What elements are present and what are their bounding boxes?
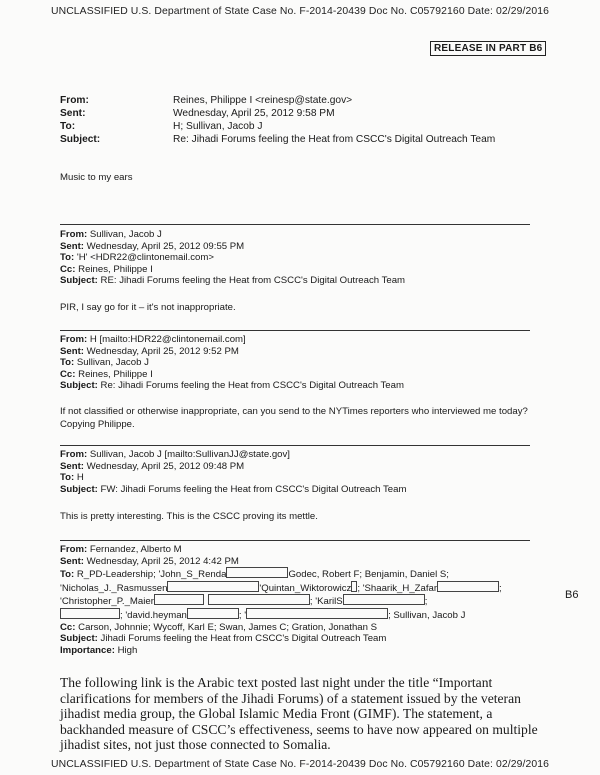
- subject-value: Re: Jihadi Forums feeling the Heat from CSCC's Digital Outreach Team: [100, 380, 404, 392]
- from-label: From:: [60, 334, 88, 345]
- subject-value: RE: Jihadi Forums feeling the Heat from CSCC's Digital Outreach Team: [100, 275, 406, 287]
- b6-exemption-marker: B6: [565, 589, 579, 601]
- subject-value: FW: Jihadi Forums feeling the Heat from CSCC's Digital Outreach Team: [100, 483, 407, 495]
- from-value: Sullivan, Jacob J: [89, 229, 162, 240]
- from-value: H [mailto:HDR22@clintonemail.com]: [89, 334, 246, 345]
- cc-label: Cc:: [60, 263, 76, 275]
- sent-label: Sent:: [60, 108, 86, 119]
- separator: [60, 330, 530, 331]
- subject-value: Jihadi Forums feeling the Heat from CSCC's Digital Outreach Team: [100, 633, 387, 645]
- to-line4-c: ; Sullivan, Jacob J: [388, 609, 466, 621]
- separator: [60, 540, 530, 541]
- from-value: Fernandez, Alberto M: [89, 544, 182, 555]
- subject-label: Subject:: [60, 275, 98, 287]
- email2-header: [60, 229, 405, 287]
- to-line4-a: ; 'david.heyman: [120, 609, 187, 621]
- sent-value: Wednesday, April 25, 2012 9:52 PM: [86, 345, 239, 357]
- closing-paragraph: The following link is the Arabic text posted last night under the title “Important clarifications for members of the Jihadi Forums) of a statement issued by the veteran jihadist media group, the Global Islamic Media Front (GIMF). The statement, a backhanded measure of CSCC’s effectiveness, seems to have now appeared on multiple jihadist sites, not just those connected to Somalia.: [60, 675, 538, 753]
- to-line2-a: 'Nicholas_J._Rasmussen: [60, 582, 168, 594]
- cc-value: Reines, Philippe I: [78, 263, 153, 275]
- to-line2-d: ;: [499, 582, 502, 594]
- sent-value: Wednesday, April 25, 2012 9:58 PM: [173, 108, 335, 119]
- from-value: Sullivan, Jacob J [mailto:SullivanJJ@state.gov]: [89, 449, 290, 460]
- redaction-box: [343, 594, 425, 605]
- cc-value: Carson, Johnnie; Wycoff, Karl E; Swan, James C; Gration, Jonathan S: [78, 621, 378, 633]
- subject-label: Subject:: [60, 633, 98, 645]
- to-line3-b: ; 'KarilS: [309, 596, 343, 608]
- sent-label: Sent:: [60, 345, 84, 357]
- to-label: To:: [60, 252, 75, 264]
- from-label: From:: [60, 229, 88, 240]
- redaction-box: [208, 594, 310, 605]
- redaction-box: [154, 594, 204, 605]
- redaction-box: [167, 581, 259, 592]
- redaction-box: [246, 608, 388, 619]
- subject-label: Subject:: [60, 134, 101, 145]
- to-line2-b: 'Quintan_Wiktorowicz: [259, 582, 352, 594]
- release-stamp: RELEASE IN PART B6: [430, 41, 546, 56]
- subject-label: Subject:: [60, 380, 98, 392]
- subject-label: Subject:: [60, 483, 98, 495]
- from-label: From:: [60, 449, 88, 460]
- importance-label: Importance:: [60, 644, 115, 656]
- classification-banner-bottom: UNCLASSIFIED U.S. Department of State Case No. F-2014-20439 Doc No. C05792160 Date: 02/29/2016: [50, 759, 550, 770]
- email1-body: Music to my ears: [60, 172, 133, 183]
- email4-body: This is pretty interesting. This is the CSCC proving its mettle.: [60, 511, 318, 522]
- redaction-box: [60, 608, 120, 619]
- email3-header: [60, 334, 404, 392]
- email3-body: If not classified or otherwise inappropriate, can you send to the NYTimes reporters who interviewed me today? Copying Philippe.: [60, 406, 528, 430]
- sent-value: Wednesday, April 25, 2012 09:48 PM: [86, 460, 245, 472]
- separator: [60, 224, 530, 225]
- email4-header: [60, 449, 406, 495]
- to-line3-a: 'Christopher_P._Maier: [60, 596, 154, 608]
- to-label: To:: [60, 357, 75, 369]
- subject-value: Re: Jihadi Forums feeling the Heat from CSCC's Digital Outreach Team: [173, 134, 496, 145]
- from-label: From:: [60, 95, 89, 106]
- to-label: To:: [60, 472, 75, 484]
- to-line4-b: ; ': [238, 609, 247, 621]
- from-value: Reines, Philippe I <reinesp@state.gov>: [173, 95, 353, 106]
- redaction-box: [187, 608, 239, 619]
- to-value: 'H' <HDR22@clintonemail.com>: [76, 252, 214, 264]
- to-label: To:: [60, 569, 75, 581]
- from-label: From:: [60, 544, 88, 555]
- importance-value: High: [117, 644, 138, 656]
- classification-banner-top: UNCLASSIFIED U.S. Department of State Case No. F-2014-20439 Doc No. C05792160 Date: 02/29/2016: [50, 6, 550, 17]
- cc-label: Cc:: [60, 368, 76, 380]
- redaction-box: [226, 567, 288, 578]
- cc-label: Cc:: [60, 621, 76, 633]
- email5-header: [60, 544, 502, 656]
- to-label: To:: [60, 121, 76, 132]
- sent-label: Sent:: [60, 555, 84, 567]
- sent-label: Sent:: [60, 240, 84, 252]
- sent-value: Wednesday, April 25, 2012 4:42 PM: [86, 555, 239, 567]
- cc-value: Reines, Philippe I: [78, 368, 153, 380]
- to-line2-c: ; 'Shaarik_H_Zafar: [357, 582, 438, 594]
- to-value: H; Sullivan, Jacob J: [173, 121, 263, 132]
- redaction-box: [437, 581, 499, 592]
- email2-body: PIR, I say go for it – it's not inappropriate.: [60, 302, 236, 313]
- to-line1-b: Godec, Robert F; Benjamin, Daniel S;: [288, 569, 449, 581]
- sent-value: Wednesday, April 25, 2012 09:55 PM: [86, 240, 245, 252]
- to-value: H: [76, 472, 84, 484]
- separator: [60, 445, 530, 446]
- to-line3-c: ;: [424, 596, 428, 608]
- sent-label: Sent:: [60, 460, 84, 472]
- to-value: Sullivan, Jacob J: [76, 357, 149, 369]
- to-line1-a: R_PD-Leadership; 'John_S_Renda: [76, 569, 227, 581]
